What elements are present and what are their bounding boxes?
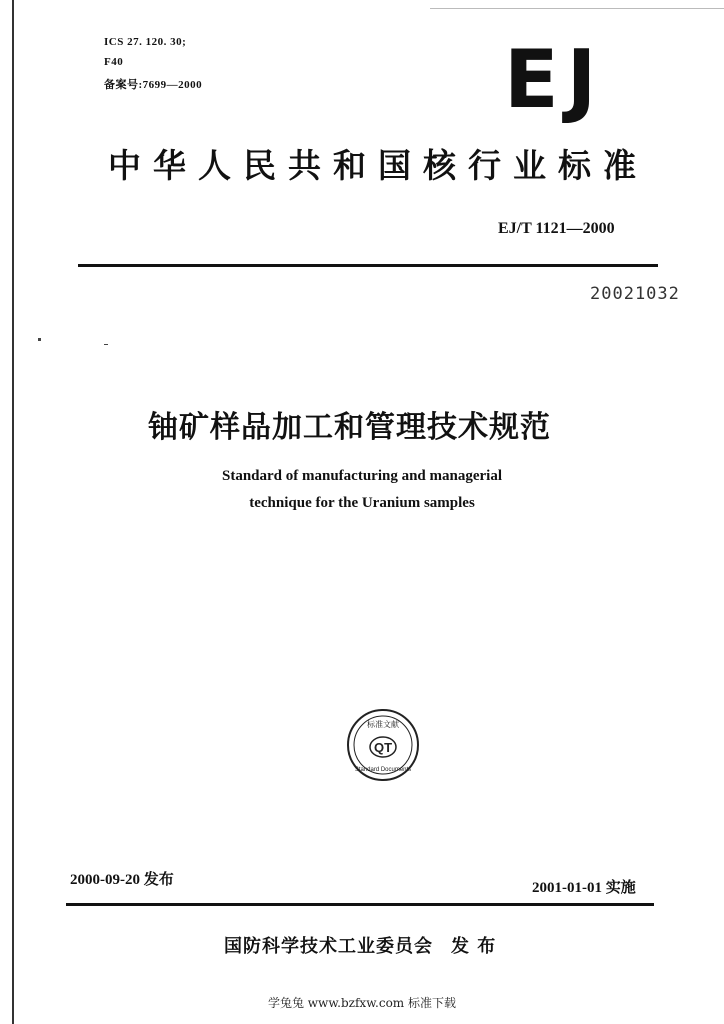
issue-date: 2000-09-20 发布: [70, 872, 174, 888]
ics-code: ICS 27. 120. 30;: [104, 36, 187, 48]
seal-center-text: QT: [373, 740, 393, 755]
scan-speck: [104, 344, 108, 345]
issuer-line: [224, 932, 496, 958]
seal-bottom-text: Standard Documents: [354, 767, 412, 773]
standard-number: EJ/T 1121—2000: [498, 220, 615, 237]
top-thin-rule: [430, 8, 724, 9]
effective-date: 2001-01-01 实施: [532, 880, 636, 896]
classification-code: F40: [104, 56, 124, 68]
issuer-action: 发 布: [451, 936, 497, 957]
footer-divider: [66, 903, 654, 906]
watermark-footer: 学兔兔 www.bzfxw.com 标准下载: [267, 996, 457, 1010]
document-title-cn: 铀矿样品加工和管理技术规范: [148, 410, 551, 445]
ej-logo: EJ: [504, 33, 605, 126]
stamp-number: 20021032: [590, 284, 680, 304]
standard-documents-seal-icon: [345, 707, 421, 783]
seal-top-text: 标准文献: [367, 720, 399, 729]
header-divider: [78, 264, 658, 267]
issuer-name: 国防科学技术工业委员会: [224, 936, 433, 957]
document-title-en-line2: technique for the Uranium samples: [249, 495, 475, 511]
document-title-en-line1: Standard of manufacturing and managerial: [221, 468, 503, 484]
standard-org-title: 中华人民共和国核行业标准: [108, 146, 648, 185]
scan-speck: [38, 338, 41, 341]
page-left-edge: [12, 0, 14, 1024]
record-number: 备案号:7699—2000: [104, 79, 203, 91]
